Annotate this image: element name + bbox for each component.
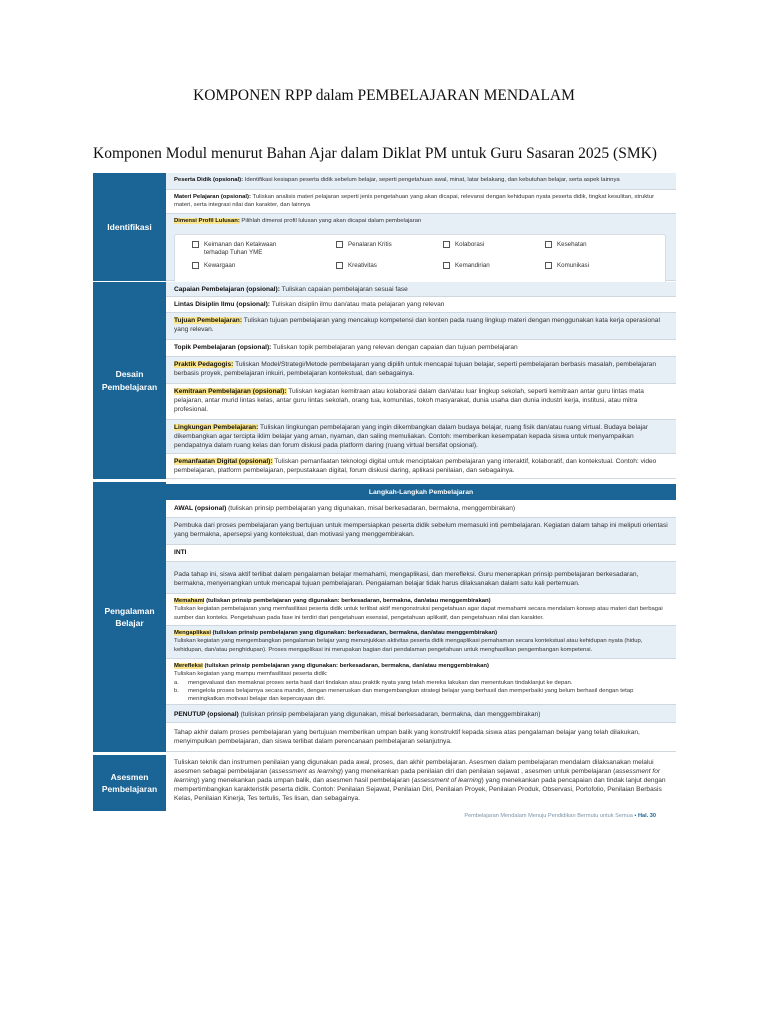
row-praktik: Praktik Pedagogis: Tuliskan Model/Strategi/Metode pembelajaran yang dipilih untuk mencapai tujuan belajar, seperti pembelajaran berbasis masalah, pembelajaran berbasis proyek, pembelajaran inkuiri, pembelajaran kontekstual, dan sebagainya. (166, 357, 676, 384)
row-materi-pelajaran: Materi Pelajaran (opsional): Tuliskan analisis materi pelajaran seperti jenis pengetahuan yang akan dicapai, relevansi dengan kehidupan nyata peserta didik, tingkat kesulitan, struktur materi, serta integrasi nilai dan karakter, dan lainnya (166, 190, 676, 214)
row-penutup-text: Tahap akhir dalam proses pembelajaran yang bertujuan memberikan umpan balik yang konstruktif kepada siswa atas pengalaman belajar yang telah dilakukan, menyimpulkan pembelajaran, dan siswa terlibat dalam perencanaan pembelajaran selanjutnya. (166, 723, 676, 752)
row-lingkungan: Lingkungan Pembelajaran: Tuliskan lingkungan pembelajaran yang ingin dikembangkan dalam budaya belajar, ruang fisik dan/atau ruang virtual. Budaya belajar dikembangkan agar tercipta iklim belajar yang aman, nyaman, dan saling memuliakan. Contoh: memberikan kesempatan kepada siswa untuk menyampaikan pendapatnya dalam ruang kelas dan forum diskusi pada platform daring (ruang virtual bersifat opsional). (166, 420, 676, 454)
checkbox-keimanan[interactable]: Keimanan dan Ketakwaan terhadap Tuhan YME (192, 241, 302, 257)
checkbox-kolaborasi[interactable]: Kolaborasi (443, 241, 484, 249)
section-desain-pembelajaran (93, 282, 676, 479)
row-memahami: Memahami (tuliskan prinsip pembelajaran yang digunakan: berkesadaran, bermakna, dan/atau menggembirakan) Tuliskan kegiatan pembelajaran yang memfasilitasi peserta didik untuk terlibat aktif mengonstruksi pengetahuan agar dapat memahami secara mendalam konsep atau materi dari berbagai sumber dan konteks. Pengetahuan pada fase ini terdiri dari pengetahuan esensial, pengetahuan aplikatif, dan pengetahuan nilai dan karakter. (166, 594, 676, 626)
row-lintas-disiplin: Lintas Disiplin Ilmu (opsional): Tuliskan disiplin ilmu dan/atau mata pelajaran yang relevan (166, 297, 676, 313)
row-mengaplikasi: Mengaplikasi (tuliskan prinsip pembelajaran yang digunakan: berkesadaran, bermakna, dan/atau menggembirakan) Tuliskan kegiatan yang mengembangkan pengalaman belajar yang menunjukkan aktivitas peserta didik mengaplikasi pemahaman secara kontekstual atau kehidupan nyata (hidup, kehidupan, dan/atau penghidupan). Proses mengaplikasi ini merupakan bagian dari pendalaman pengetahuan untuk menghasilkan pengembangan kompetensi. (166, 626, 676, 659)
checkbox-kesehatan[interactable]: Kesehatan (545, 241, 587, 249)
langkah-header: Langkah-Langkah Pembelajaran (166, 484, 676, 500)
profil-lulusan-box (174, 234, 666, 286)
row-capaian: Capaian Pembelajaran (opsional): Tuliskan capaian pembelajaran sesuai fase (166, 282, 676, 297)
row-peserta-didik: Peserta Didik (opsional): Identifikasi kesiapan peserta didik sebelum belajar, seperti pengetahuan awal, minat, latar belakang, dan kebutuhan belajar, serta aspek lainnya (166, 173, 676, 190)
section-pengalaman-belajar (93, 482, 676, 752)
row-awal-text: Pembuka dari proses pembelajaran yang bertujuan untuk mempersiapkan peserta didik sebelum memasuki inti pembelajaran. Kegiatan dalam tahap ini meliputi orientasi yang bermakna, apersepsi yang kontekstual, dan motivasi yang menggembirakan. (166, 518, 676, 545)
document-title: KOMPONEN RPP dalam PEMBELAJARAN MENDALAM (193, 87, 575, 104)
merefleksi-list (174, 679, 670, 704)
row-kemitraan: Kemitraan Pembelajaran (opsional): Tuliskan kegiatan kemitraan atau kolaborasi dalam dan/atau luar lingkup sekolah, seperti kemitraan antar guru lintas mata pelajaran, antar murid lintas kelas, antar guru lintas sekolah, orang tua, komunitas, tokoh masyarakat, dunia usaha dan dunia industri kerja, institusi, atau mitra profesional. (166, 384, 676, 420)
section-label: Pengalaman Belajar (93, 482, 166, 752)
row-topik: Topik Pembelajaran (opsional): Tuliskan topik pembelajaran yang relevan dengan capaian dan tujuan pembelajaran (166, 340, 676, 357)
list-item: b. mengelola proses belajarnya secara mandiri, dengan meneruskan dan mengembangkan strategi belajar yang berhasil dan memperbaiki yang belum berhasil dengan tetap meningkatkan motivasi belajar dan kepercayaan diri. (174, 687, 634, 703)
row-pemanfaatan-digital: Pemanfaatan Digital (opsional): Tuliskan pemanfaatan teknologi digital untuk menciptakan pembelajaran yang interaktif, kolaboratif, dan kontekstual. Contoh: video pembelajaran, platform pembelajaran, perpustakaan digital, forum diskusi daring, aplikasi penilaian, dan sebagainya. (166, 454, 676, 479)
document-subtitle: Komponen Modul menurut Bahan Ajar dalam Diklat PM untuk Guru Sasaran 2025 (SMK) (93, 145, 657, 162)
section-label: Asesmen Pembelajaran (93, 755, 166, 811)
checkbox-penalaran-kritis[interactable]: Penalaran Kritis (336, 241, 392, 249)
list-item: a. mengevaluasi dan memaknai proses serta hasil dari tindakan atau praktik nyata yang telah mereka lakukan dan menentukan tindaklanjut ke depan. (174, 679, 573, 686)
row-inti: INTI (166, 545, 676, 562)
page-number: Hal. 30 (637, 813, 656, 819)
row-tujuan: Tujuan Pembelajaran: Tuliskan tujuan pembelajaran yang mencakup kompetensi dan konten pada ruang lingkup materi dengan menggunakan kata kerja operasional yang relevan. (166, 313, 676, 340)
row-penutup: PENUTUP (opsional) (tuliskan prinsip pembelajaran yang digunakan, misal berkesadaran, bermakna, dan menggembirakan) (166, 705, 676, 723)
row-inti-text: Pada tahap ini, siswa aktif terlibat dalam pengalaman belajar memahami, mengaplikasi, dan merefleksi. Guru menerapkan prinsip pembelajaran berkesadaran, bermakna, menyenangkan untuk mencapai tujuan pembelajaran. Pengalaman belajar tidak harus dilaksanakan dalam satu kali pertemuan. (166, 562, 676, 594)
checkbox-komunikasi[interactable]: Komunikasi (545, 262, 589, 270)
row-awal: AWAL (opsional) (tuliskan prinsip pembelajaran yang digunakan, misal berkesadaran, bermakna, menggembirakan) (166, 501, 676, 518)
section-identifikasi (93, 173, 676, 281)
row-dimensi-profil: Dimensi Profil Lulusan: Pilihlah dimensi profil lulusan yang akan dicapai dalam pembelajaran Keimanan dan Ketakwaan terhadap Tuhan YME Penalaran Kritis Kolaborasi Kesehatan Kewargaan Kreativitas Kemandirian Komunikasi (166, 214, 676, 281)
row-merefleksi: Merefleksi (tuliskan prinsip pembelajaran yang digunakan: berkesadaran, bermakna, dan/atau menggembirakan) Tuliskan kegiatan yang mampu memfasilitasi peserta didik: a. mengevaluasi dan memaknai proses serta hasil dari tindakan atau praktik nyata yang telah mereka lakukan dan menentukan tindaklanjut ke depan. b. mengelola proses belajarnya secara mandiri, dengan meneruskan dan mengembangkan strategi belajar yang berhasil dan memperbaiki yang belum berhasil dengan tetap meningkatkan motivasi belajar dan kepercayaan diri. (166, 659, 676, 705)
section-asesmen (93, 755, 676, 811)
checkbox-kreativitas[interactable]: Kreativitas (336, 262, 377, 270)
page-footer: Pembelajaran Mendalam Menuju Pendidikan Bermutu untuk Semua • Hal. 30 (464, 813, 656, 819)
section-label: Desain Pembelajaran (93, 282, 166, 479)
checkbox-kemandirian[interactable]: Kemandirian (443, 262, 490, 270)
row-asesmen-text: Tuliskan teknik dan instrumen penilaian yang digunakan pada awal, proses, dan akhir pembelajaran. Asesmen dalam pembelajaran mendalam dilaksanakan melalui asesmen sebagai pembelajaran (assessment as learning) yang menekankan pada penilaian diri dan penilaian sejawat , asesmen untuk pembelajaran (assessment for learning) yang menekankan pada umpan balik, dan asesmen hasil pembelajaran (assessment of learning) yang menekankan pada pencapaian dan tindak lanjut dengan mempertimbangkan karakteristik peserta didik. Contoh: Penilaian Sejawat, Penilaian Diri, Penilaian Proyek, Penilaian Produk, Observasi, Portofolio, Penilaian Berbasis Kelas, Penilaian Kinerja, Tes tertulis, Tes lisan, dan sebagainya. (166, 755, 676, 811)
section-label: Identifikasi (93, 173, 166, 281)
checkbox-kewargaan[interactable]: Kewargaan (192, 262, 235, 270)
